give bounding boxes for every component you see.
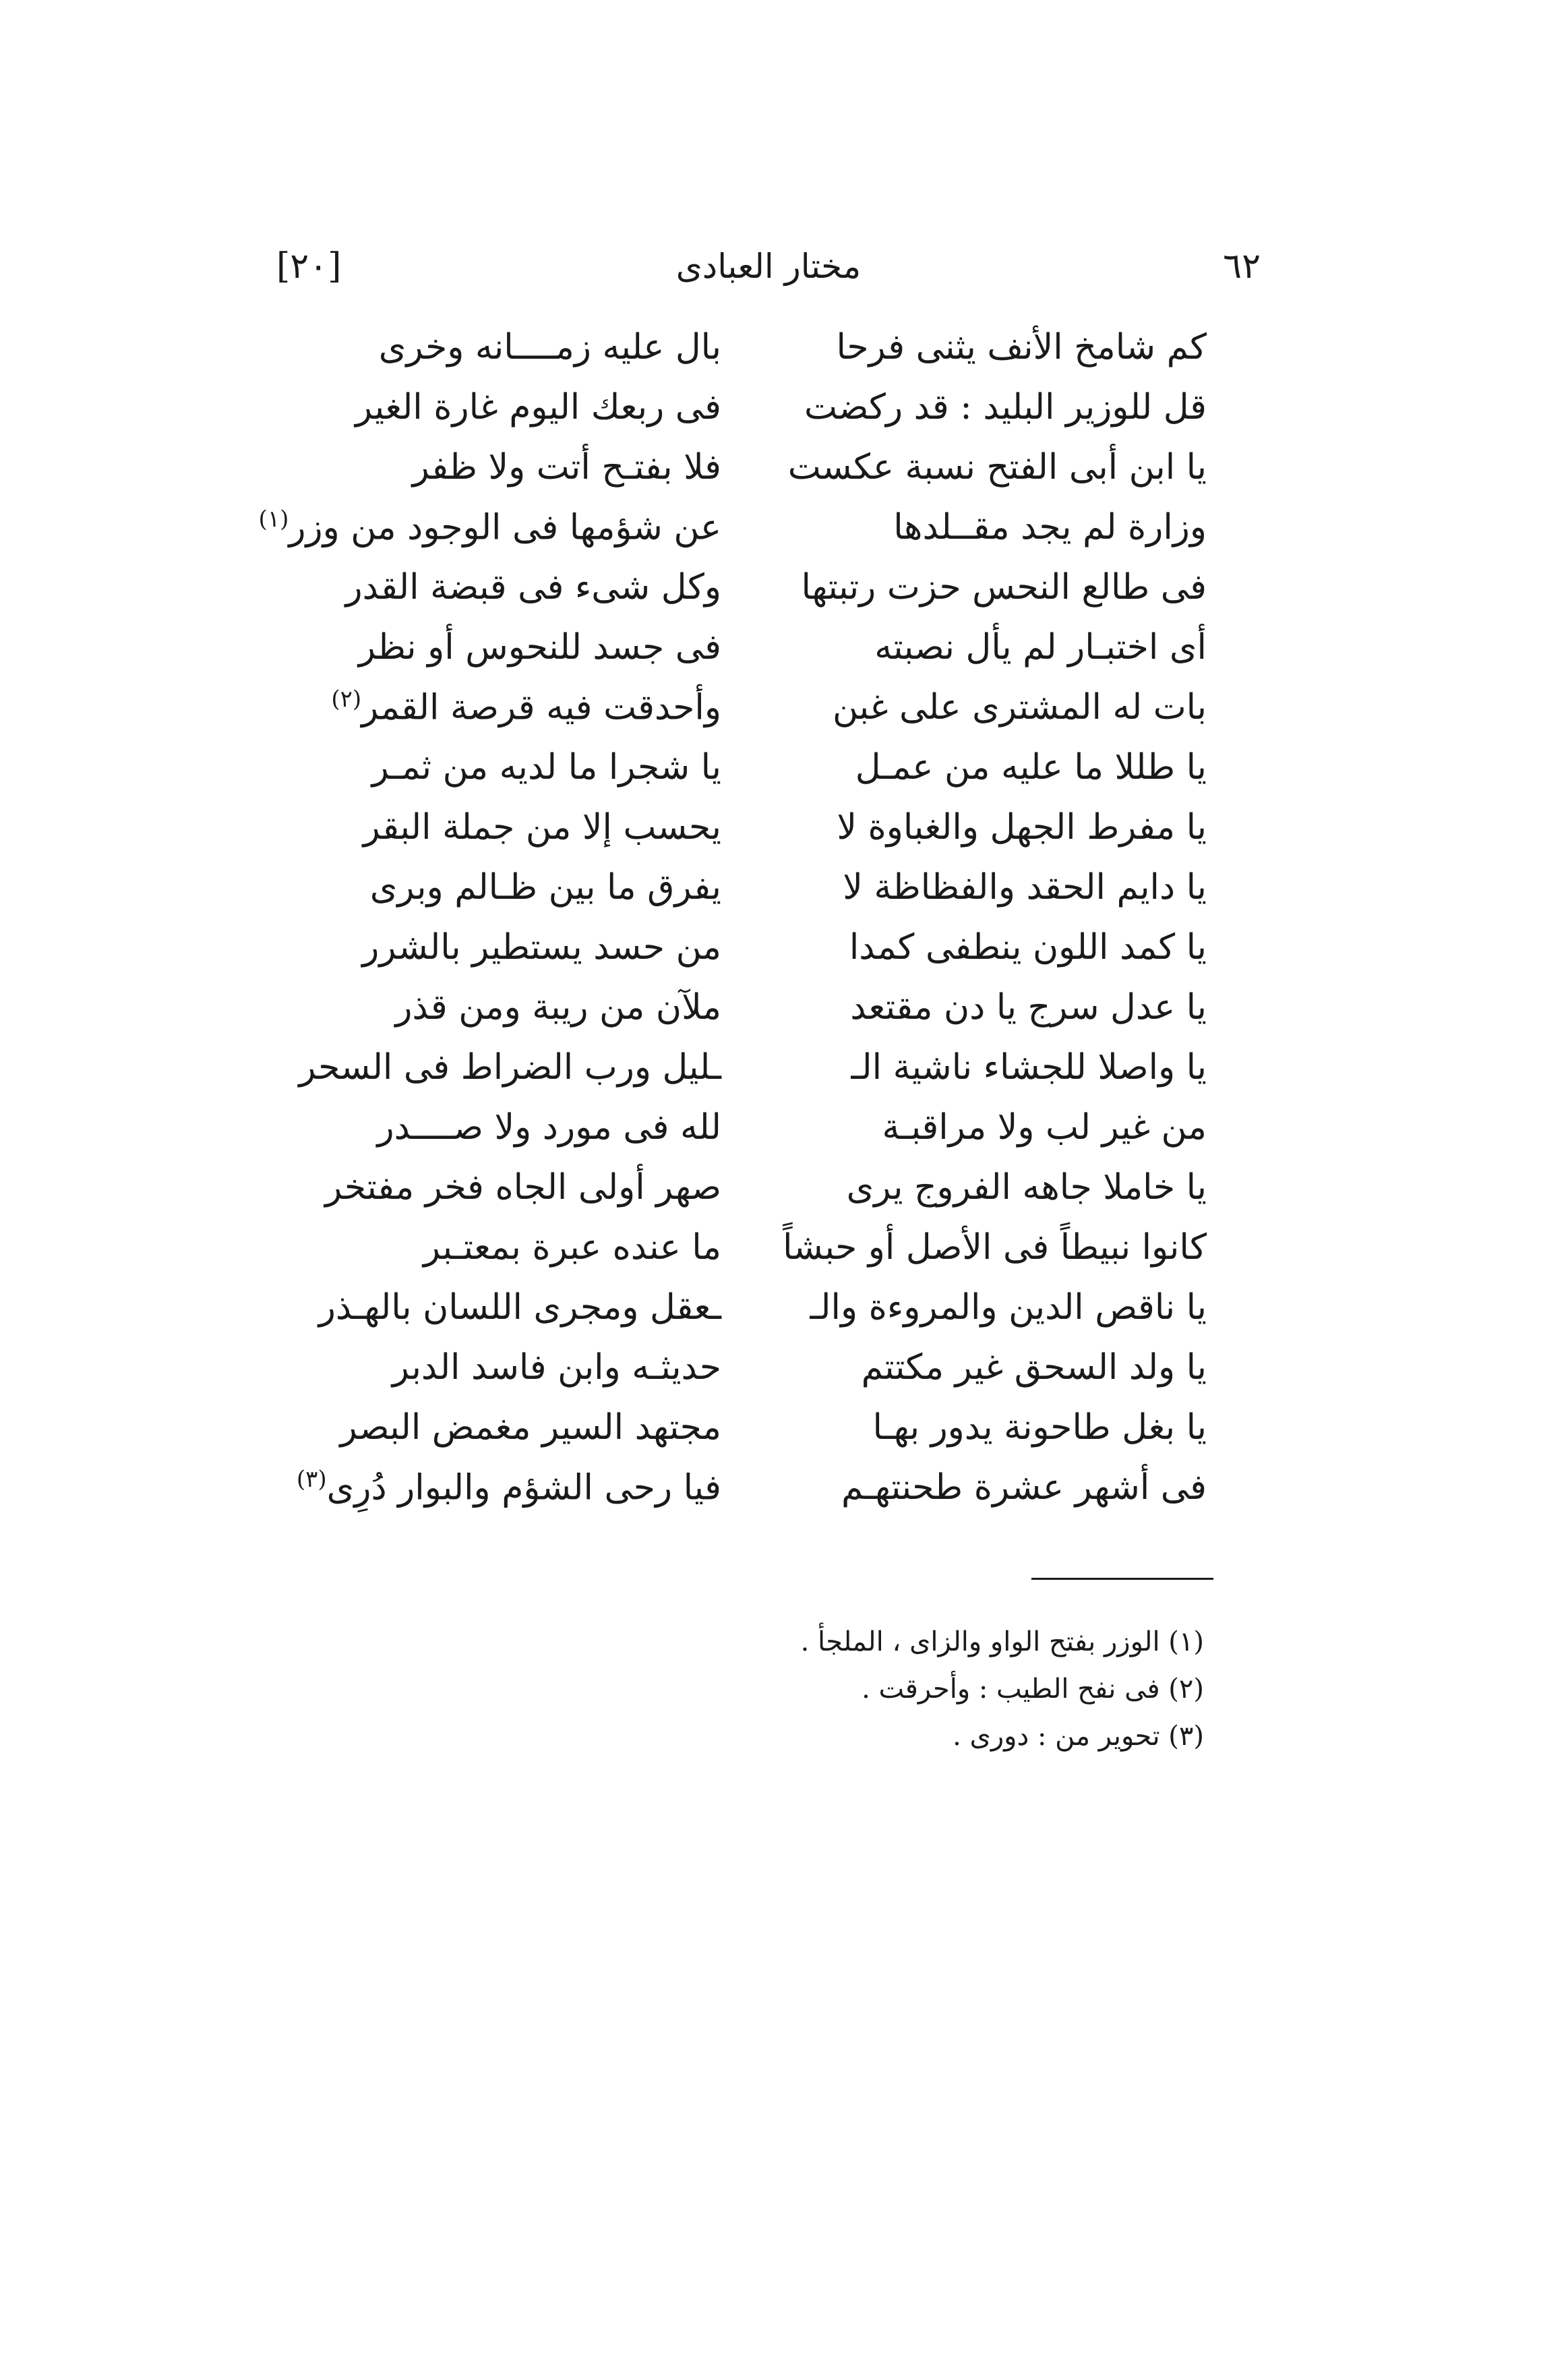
verse-second-hemistich-text: صهر أولى الجاه فخر مفتخر — [325, 1166, 721, 1208]
verse-second-hemistich — [317, 1287, 721, 1328]
verse-second-hemistich — [296, 1466, 721, 1508]
page-header — [276, 236, 1261, 297]
verse-first-hemistich: يا مفرط الجهل والغباوة لا — [837, 806, 1207, 848]
verse-first-hemistich: بات له المشترى على غبن — [833, 686, 1207, 728]
verse-row — [317, 677, 1207, 737]
verse-second-hemistich-text: يفرق ما بين ظـالم وبرى — [369, 866, 721, 908]
verse-second-hemistich-text: ما عنده عبرة بمعتـبر — [423, 1226, 721, 1268]
verse-first-hemistich: يا بغل طاحونة يدور بهـا — [872, 1407, 1207, 1448]
verse-first-hemistich: يا عدل سرج يا دن مقتعد — [850, 986, 1207, 1028]
footnotes — [597, 1618, 1204, 1760]
verse-second-hemistich-text: ـعقل ومجرى اللسان بالهـذر — [318, 1286, 721, 1328]
verse-second-hemistich — [317, 1107, 721, 1148]
verse-row — [317, 1097, 1207, 1157]
verse-row — [317, 857, 1207, 917]
verse-first-hemistich: يا واصلا للجشاء ناشية الـ — [851, 1046, 1207, 1088]
verse-row — [317, 437, 1207, 497]
verse-first-hemistich: يا طللا ما عليه من عمـل — [855, 746, 1207, 788]
verse-second-hemistich — [317, 387, 721, 427]
verse-second-hemistich — [299, 1046, 721, 1088]
verse-second-hemistich — [317, 1167, 721, 1208]
verse-row — [317, 557, 1207, 617]
verse-second-hemistich — [317, 807, 721, 848]
verse-second-hemistich — [317, 1227, 721, 1268]
verse-second-hemistich-text: فى جسد للنحوس أو نظر — [358, 626, 721, 668]
verse-second-hemistich — [317, 627, 721, 668]
verse-second-hemistich — [317, 327, 721, 367]
verse-row — [317, 1277, 1207, 1337]
footnote-marker: (١) — [258, 506, 289, 533]
verse-first-hemistich: فى طالع النحس حزت رتبتها — [801, 566, 1207, 608]
verse-row — [258, 497, 1207, 557]
verse-second-hemistich-text: وأحدقت فيه قرصة القمر — [361, 687, 721, 728]
footnote: (٣) تحوير من : دورى . — [953, 1721, 1204, 1752]
verse-row — [317, 1397, 1207, 1457]
footnote-marker: (٣) — [296, 1466, 327, 1493]
verse-first-hemistich: يا كمد اللون ينطفى كمدا — [849, 926, 1207, 968]
verse-second-hemistich-text: عن شؤمها فى الوجود من وزر — [289, 507, 721, 548]
verse-second-hemistich-text: ـليل ورب الضراط فى السحر — [299, 1046, 721, 1088]
verse-row — [296, 1457, 1207, 1517]
verse-second-hemistich-text: حديثـه وابن فاسد الدبر — [392, 1347, 721, 1388]
verse-row — [317, 1337, 1207, 1397]
verse-first-hemistich: يا دايم الحقد والفظاظة لا — [843, 866, 1207, 908]
verse-second-hemistich — [317, 1347, 721, 1388]
verse-second-hemistich — [317, 867, 721, 908]
verse-second-hemistich-text: فى ربعك اليوم غارة الغير — [355, 386, 721, 427]
running-title: مختار العبادى — [675, 247, 862, 286]
verse-row — [317, 737, 1207, 797]
verse-second-hemistich-text: لله فى مورد ولا صــــدر — [377, 1106, 721, 1148]
verse-row — [317, 617, 1207, 677]
verse-first-hemistich: يا ابن أبى الفتح نسبة عكست — [787, 446, 1207, 487]
verse-second-hemistich-text: من حسد يستطير بالشرر — [362, 926, 721, 968]
poem-number: [٢٠] — [276, 246, 342, 287]
verse-first-hemistich: أى اختبـار لم يأل نصبته — [874, 626, 1207, 668]
verse-row — [299, 1037, 1207, 1097]
verse-second-hemistich-text: مجتهد السير مغمض البصر — [340, 1407, 721, 1448]
verse-second-hemistich-text: ملآن من ريبة ومن قذر — [395, 986, 721, 1028]
verse-second-hemistich-text: يا شجرا ما لديه من ثمـر — [371, 746, 721, 788]
verse-row — [317, 797, 1207, 857]
verse-second-hemistich-text: وكل شىء فى قبضة القدر — [345, 566, 721, 608]
verse-row — [317, 377, 1207, 437]
page-number: ٦٢ — [1223, 246, 1261, 287]
verse-first-hemistich: من غير لب ولا مراقبـة — [882, 1106, 1207, 1148]
footnote: (٢) فى نفح الطيب : وأحرقت . — [862, 1674, 1204, 1705]
verse-second-hemistich-text: فلا بفتـح أتت ولا ظفر — [412, 446, 721, 487]
verse-second-hemistich — [317, 927, 721, 968]
verse-row — [317, 977, 1207, 1037]
verse-first-hemistich: يا ناقص الدين والمروءة والـ — [810, 1286, 1207, 1328]
verse-row — [317, 917, 1207, 977]
footnote-marker: (٢) — [331, 686, 362, 713]
verse-row — [317, 1217, 1207, 1277]
verse-first-hemistich: كم شامخ الأنف يثنى فرحا — [836, 326, 1207, 367]
verse-first-hemistich: قل للوزير البليد : قد ركضت — [804, 386, 1207, 427]
verse-row — [317, 1157, 1207, 1217]
verse-first-hemistich: فى أشهر عشرة طحنتهـم — [841, 1467, 1207, 1508]
verse-second-hemistich — [317, 686, 721, 728]
verse-second-hemistich — [258, 506, 721, 548]
verse-first-hemistich: وزارة لم يجد مقــلدها — [893, 506, 1207, 548]
verse-second-hemistich-text: يحسب إلا من جملة البقر — [363, 806, 721, 848]
verse-row — [317, 317, 1207, 377]
verse-second-hemistich — [317, 987, 721, 1028]
verse-second-hemistich — [317, 447, 721, 487]
verse-first-hemistich: يا ولد السحق غير مكتتم — [861, 1347, 1207, 1388]
verse-second-hemistich — [317, 747, 721, 788]
poem-body — [258, 317, 1207, 1517]
footnote: (١) الوزر بفتح الواو والزاى ، الملجأ . — [800, 1626, 1204, 1657]
verse-first-hemistich: كانوا نبيطاً فى الأصل أو حبشاً — [783, 1226, 1207, 1268]
verse-second-hemistich — [317, 1407, 721, 1448]
verse-second-hemistich-text: فيا رحى الشؤم والبوار دُرِى — [326, 1467, 721, 1508]
verse-second-hemistich-text: بال عليه زمــــانه وخرى — [378, 326, 721, 367]
verse-first-hemistich: يا خاملا جاهه الفروج يرى — [846, 1166, 1207, 1208]
verse-second-hemistich — [317, 567, 721, 608]
footnote-divider — [1031, 1578, 1213, 1580]
